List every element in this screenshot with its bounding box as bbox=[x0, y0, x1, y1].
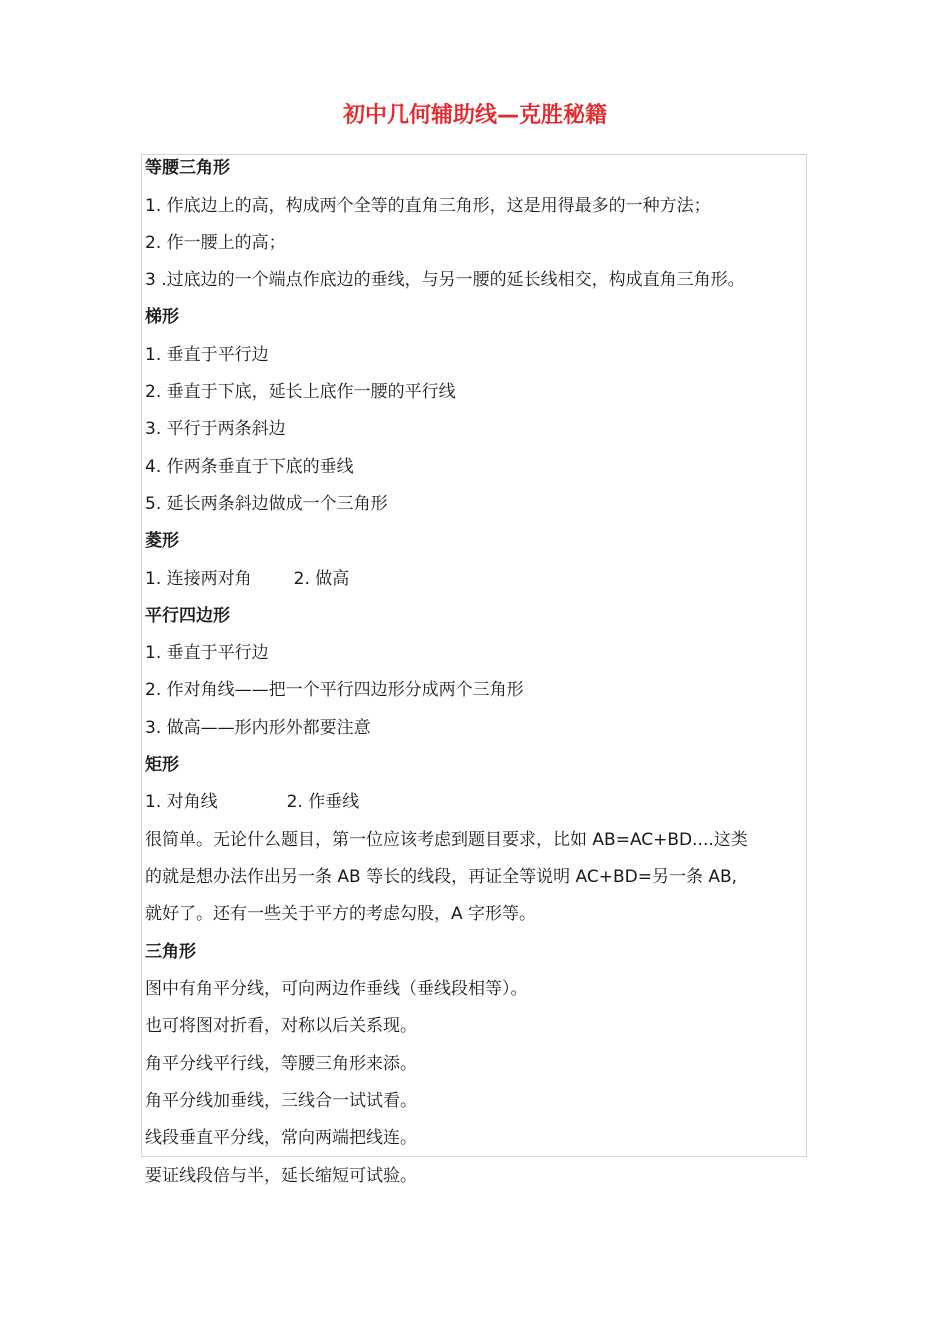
triangle-item-2: 也可将图对折看，对称以后关系现。 bbox=[145, 1016, 417, 1036]
rectangle-paragraph-line-3: 就好了。还有一些关于平方的考虑勾股，A 字形等。 bbox=[145, 904, 537, 924]
triangle-item-6: 要证线段倍与半，延长缩短可试验。 bbox=[145, 1166, 417, 1186]
parallelogram-item-3: 3. 做高——形内形外都要注意 bbox=[145, 718, 371, 738]
isosceles-item-3: 3 .过底边的一个端点作底边的垂线，与另一腰的延长线相交，构成直角三角形。 bbox=[145, 270, 745, 290]
rectangle-heading: 矩形 bbox=[145, 755, 179, 775]
rectangle-paragraph-line-1: 很简单。无论什么题目，第一位应该考虑到题目要求，比如 AB=AC+BD....这类 bbox=[145, 830, 748, 850]
trapezoid-item-5: 5. 延长两条斜边做成一个三角形 bbox=[145, 494, 388, 514]
parallelogram-item-1: 1. 垂直于平行边 bbox=[145, 643, 269, 663]
triangle-item-1: 图中有角平分线，可向两边作垂线（垂线段相等）。 bbox=[145, 979, 528, 999]
trapezoid-heading: 梯形 bbox=[145, 307, 179, 327]
triangle-heading: 三角形 bbox=[145, 942, 196, 962]
parallelogram-item-2: 2. 作对角线——把一个平行四边形分成两个三角形 bbox=[145, 680, 524, 700]
document-title: 初中几何辅助线—克胜秘籍 bbox=[342, 103, 607, 128]
rhombus-item-2: 2. 做高 bbox=[293, 569, 350, 589]
trapezoid-item-1: 1. 垂直于平行边 bbox=[145, 345, 269, 365]
parallelogram-heading: 平行四边形 bbox=[145, 606, 230, 626]
rectangle-item-1: 1. 对角线 bbox=[145, 792, 218, 812]
triangle-item-5: 线段垂直平分线，常向两端把线连。 bbox=[145, 1128, 417, 1148]
trapezoid-item-3: 3. 平行于两条斜边 bbox=[145, 419, 286, 439]
rhombus-item-1: 1. 连接两对角 bbox=[145, 569, 252, 589]
rhombus-heading: 菱形 bbox=[145, 531, 179, 551]
rectangle-items bbox=[145, 790, 359, 814]
rhombus-items bbox=[145, 567, 349, 591]
rectangle-paragraph-line-2: 的就是想办法作出另一条 AB 等长的线段，再证全等说明 AC+BD=另一条 AB, bbox=[145, 867, 738, 887]
triangle-item-3: 角平分线平行线，等腰三角形来添。 bbox=[145, 1054, 417, 1074]
isosceles-heading: 等腰三角形 bbox=[145, 158, 230, 178]
trapezoid-item-4: 4. 作两条垂直于下底的垂线 bbox=[145, 457, 354, 477]
triangle-item-4: 角平分线加垂线，三线合一试试看。 bbox=[145, 1091, 417, 1111]
rectangle-item-2: 2. 作垂线 bbox=[286, 792, 360, 812]
isosceles-item-2: 2. 作一腰上的高； bbox=[145, 233, 286, 253]
isosceles-item-1: 1. 作底边上的高，构成两个全等的直角三角形，这是用得最多的一种方法； bbox=[145, 196, 711, 216]
trapezoid-item-2: 2. 垂直于下底，延长上底作一腰的平行线 bbox=[145, 382, 456, 402]
